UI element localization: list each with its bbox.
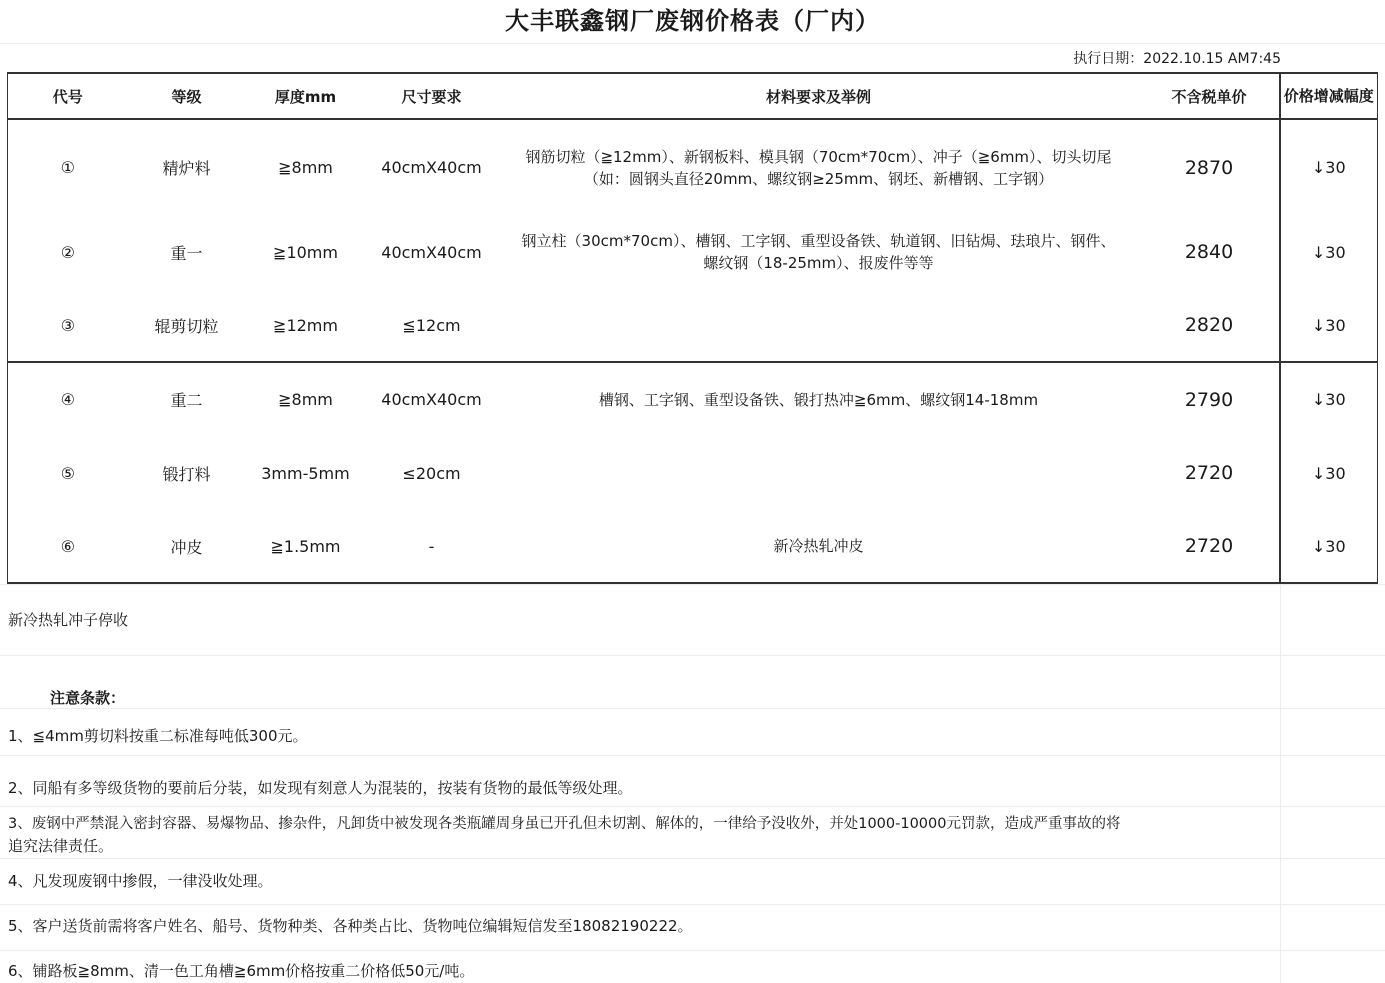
description-line: 钢立柱（30cm*70cm）、槽钢、工字钢、重型设备铁、轨道钢、旧钻焗、珐琅片、钢件、 [521,232,1116,250]
table-row [8,289,1378,362]
header-description: 材料要求及举例 [498,73,1140,119]
cell-price-change: ↓30 [1280,289,1378,362]
cell-thickness: ≧8mm [278,390,333,409]
cell-price-change: ↓30 [1280,510,1378,583]
header-grade: 等级 [128,73,246,119]
cell-price: 2720 [1184,462,1234,484]
cell-size: 40cmX40cm [381,242,482,262]
cell-grade: 重一 [170,243,203,263]
cell-price-change: ↓30 [1280,119,1378,215]
cell-code: ④ [60,390,75,409]
cell-thickness: 3mm-5mm [261,463,350,483]
stop-notice: 新冷热轧冲子停收 [8,611,129,629]
cell-size: ≦12cm [366,289,498,362]
cell-thickness: ≧12mm [246,289,366,362]
cell-grade: 精炉料 [162,159,211,178]
cell-code: ② [60,242,75,262]
cell-grade: 辊剪切粒 [128,289,246,362]
description-line: （如：圆钢头直径20mm、螺纹钢≥25mm、钢坯、新槽钢、工字钢） [583,169,1054,188]
note-item: 3、废钢中严禁混入密封容器、易爆物品、掺杂件，凡卸货中被发现各类瓶罐周身虽已开孔但未切割、解体的，一律给予没收外，并处1000-10000元罚款，造成严重事故的将 [8,816,1121,832]
cell-price: 2840 [1184,241,1234,263]
table-row [8,362,1378,436]
cell-code: ① [60,158,75,177]
cell-description [498,119,1140,215]
cell-size: ≤20cm [402,463,461,483]
cell-description [498,289,1140,362]
cell-price: 2790 [1184,388,1234,411]
description-line: 螺纹钢（18-25mm）、报废件等等 [703,254,934,272]
note-item: 1、≦4mm剪切料按重二标准每吨低300元。 [8,727,308,745]
header-thickness: 厚度mm [246,73,366,119]
cell-thickness: ≧10mm [273,242,338,262]
cell-price: 2820 [1140,289,1280,362]
cell-description [498,215,1140,289]
header-code: 代号 [8,73,128,119]
table-row [8,510,1378,583]
cell-code: ⑥ [8,510,128,583]
cell-grade: 冲皮 [128,510,246,583]
cell-thickness: ≧1.5mm [246,510,366,583]
price-table [7,72,1378,584]
cell-price-change: ↓30 [1280,362,1378,436]
description-line: 槽钢、工字钢、重型设备铁、锻打热冲≧6mm、螺纹钢14-18mm [598,390,1039,409]
description-line: 新冷热轧冲皮 [773,537,864,555]
cell-price-change: ↓30 [1280,215,1378,289]
page-title: 大丰联鑫钢厂废钢价格表（厂内） [505,7,880,35]
cell-description [498,510,1140,583]
cell-grade: 重二 [170,391,203,410]
cell-size: 40cmX40cm [381,390,482,409]
header-price-change: 价格增减幅度 [1280,73,1378,119]
note-item-continued: 追究法律责任。 [8,837,114,855]
cell-size: - [366,510,498,583]
cell-grade: 锻打料 [162,464,211,484]
notes-heading: 注意条款： [50,689,126,707]
note-item: 2、同船有多等级货物的要前后分装，如发现有刻意人为混装的，按装有货物的最低等级处理。 [8,779,633,797]
note-item: 4、凡发现废钢中掺假，一律没收处理。 [8,872,273,890]
cell-description [498,436,1140,510]
note-item: 6、铺路板≧8mm、清一色工角槽≧6mm价格按重二价格低50元/吨。 [8,962,475,980]
note-item: 5、客户送货前需将客户姓名、船号、货物种类、各种类占比、货物吨位编辑短信发至18082190222。 [8,917,693,935]
cell-price: 2720 [1140,510,1280,583]
cell-code: ⑤ [60,463,75,483]
cell-price: 2870 [1184,156,1234,179]
cell-thickness: ≧8mm [278,158,333,177]
table-row [8,215,1378,289]
description-line: 钢筋切粒（≧12mm）、新钢板料、模具钢（70cm*70cm）、冲子（≧6mm）、切头切尾 [525,147,1112,166]
execution-date: 执行日期：2022.10.15 AM7:45 [1073,51,1281,67]
table-row [8,119,1378,215]
table-header-row [8,73,1378,119]
header-price: 不含税单价 [1140,73,1280,119]
table-row [8,436,1378,510]
cell-size: 40cmX40cm [381,158,482,177]
cell-price-change: ↓30 [1280,436,1378,510]
cell-description [498,362,1140,436]
cell-code: ③ [8,289,128,362]
header-size: 尺寸要求 [366,73,498,119]
